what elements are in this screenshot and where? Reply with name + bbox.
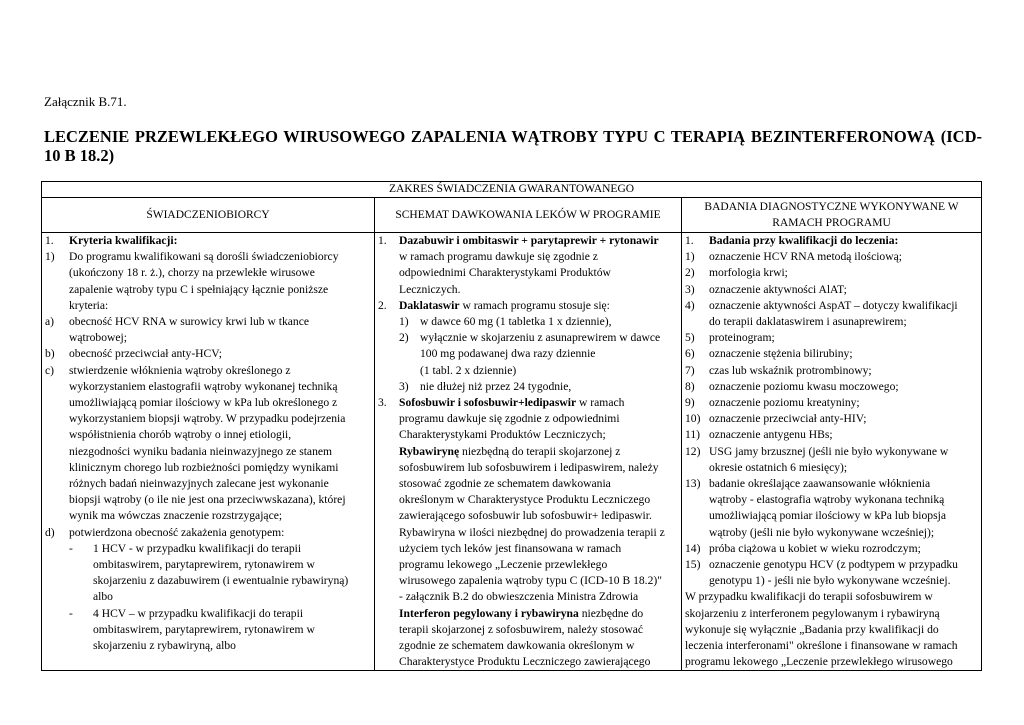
item-text: współistnienia chorób wątroby o innej etiologii, (69, 428, 292, 442)
item-number (685, 314, 709, 330)
text-line (685, 460, 978, 476)
item-number (69, 573, 93, 589)
item-text: (ukończony 18 r. ż.), chorzy na przewlekłe wirusowe (69, 266, 315, 280)
item-number: b) (45, 347, 55, 361)
text-line (45, 298, 371, 314)
item-number (69, 557, 93, 573)
item-text: w ramach programu dawkuje się zgodnie z (399, 250, 598, 264)
item-text: zgodnie ze schematem dawkowania określonym w (399, 639, 635, 653)
item-number: 3) (399, 379, 409, 393)
item-text: wykorzystaniem biopsji wątroby. W przypadku podejrzenia (69, 412, 346, 426)
item-text: wątroby (jeśli nie było wykonywane wcześniej); (709, 525, 935, 539)
item-number (45, 282, 69, 298)
text-line (378, 508, 678, 524)
item-text: użyciem tych leków jest finansowana w ramach (399, 541, 622, 555)
item-text: skojarzeniu z dazabuwirem (i ewentualnie rybawiryną) (93, 574, 349, 588)
item-number (685, 573, 709, 589)
item-number (45, 265, 69, 281)
annex-label: Załącznik B.71. (44, 94, 127, 109)
text-line (685, 233, 978, 249)
item-text: terapii skojarzonej z sofosbuwirem, należy stosować (399, 622, 644, 636)
text-line (45, 330, 371, 346)
item-text: 1 HCV - w przypadku kwalifikacji do terapii (93, 541, 302, 555)
item-number (378, 573, 399, 589)
item-number: a) (45, 315, 55, 329)
text-line (378, 492, 678, 508)
item-text: 100 mg podawanej dwa razy dziennie (420, 347, 596, 361)
text-line (685, 606, 978, 622)
item-text: umożliwiającą pomiar ilościowy w kPa lub określonego z (69, 396, 338, 410)
item-text: umożliwiającą pomiar ilościowy w kPa lub biopsja (709, 509, 946, 523)
text-line (45, 265, 371, 281)
item-text: - załącznik B.2 do obwieszczenia Ministra Zdrowia (399, 590, 639, 604)
col2-header: SCHEMAT DAWKOWANIA LEKÓW W PROGRAMIE (375, 198, 682, 233)
item-text: ombitaswirem, parytaprewirem, rytonawirem w (93, 622, 315, 636)
text-line (45, 444, 371, 460)
item-text: wynik ma wówczas znaczenie rozstrzygające; (69, 509, 283, 523)
item-number (69, 589, 93, 605)
item-number: 6) (685, 347, 695, 361)
item-number (69, 638, 93, 654)
item-text: 4 HCV – w przypadku kwalifikacji do terapii (93, 606, 304, 620)
item-number: 4) (685, 298, 695, 312)
item-text: morfologia krwi; (709, 266, 788, 280)
item-text: USG jamy brzusznej (jeśli nie było wykonywane w (709, 444, 949, 458)
item-text: Badania przy kwalifikacji do leczenia: (709, 234, 899, 247)
item-number (45, 298, 69, 314)
item-number: 1. (45, 234, 54, 247)
item-number: 2. (378, 298, 387, 312)
text-line (45, 606, 371, 622)
text-line (45, 525, 371, 541)
item-number: 2) (399, 331, 409, 345)
item-number (378, 508, 399, 524)
text-line (685, 330, 978, 346)
item-text: próba ciążowa u kobiet w wieku rozrodczym; (709, 541, 921, 555)
item-number (378, 654, 399, 670)
item-text: obecność przeciwciał anty-HCV; (69, 347, 223, 361)
item-number (45, 411, 69, 427)
text-line (378, 314, 678, 330)
text-line (685, 363, 978, 379)
item-text: skojarzeniu z rybawiryną, albo (93, 639, 236, 653)
item-text: w dawce 60 mg (1 tabletka 1 x dziennie), (420, 315, 612, 329)
text-line (378, 298, 678, 314)
item-number (378, 622, 399, 638)
text-line (378, 573, 678, 589)
text-line (45, 573, 371, 589)
item-number: 1) (399, 315, 409, 329)
item-text: stosować zgodnie ze schematem dawkowania (399, 477, 611, 491)
document-title: LECZENIE PRZEWLEKŁEGO WIRUSOWEGO ZAPALENIA WĄTROBY TYPU C TERAPIĄ BEZINTERFERONOWĄ (ICD-10 B 18.2) (44, 127, 982, 165)
text-line (378, 654, 678, 670)
text-line (685, 508, 978, 524)
item-number (685, 492, 709, 508)
text-line (685, 314, 978, 330)
item-number: 10) (685, 412, 701, 426)
item-text: różnych badań nieinwazyjnych zalecane jest wykonanie (69, 477, 329, 491)
text-line (378, 460, 678, 476)
item-text: Kryteria kwalifikacji: (69, 234, 178, 247)
text-line (45, 282, 371, 298)
text-line (45, 427, 371, 443)
item-text: czas lub wskaźnik protrombinowy; (709, 363, 872, 377)
item-text: niezgodności wyniku badania nieinwazyjnego ze stanem (69, 444, 333, 458)
program-table (41, 181, 982, 671)
text-line (45, 249, 371, 265)
text-line (45, 492, 371, 508)
text-line (685, 654, 978, 670)
item-text: zapalenie wątroby typu C i spełniający łącznie poniższe (69, 282, 329, 296)
text-line (378, 346, 678, 362)
item-text: oznaczenie przeciwciał anty-HIV; (709, 412, 867, 426)
item-number (378, 265, 399, 281)
text-line (378, 541, 678, 557)
text-line (378, 395, 678, 411)
item-text: Charakterystyce Produktu Leczniczego zawierającego (399, 655, 651, 669)
item-text: Dazabuwir i ombitaswir + parytaprewir + rytonawir (399, 234, 659, 247)
item-text: Daklataswir w ramach programu stosuje się: (399, 298, 610, 312)
item-text: programu dawkuje się zgodnie z odpowiednimi (399, 412, 620, 426)
item-number: 9) (685, 396, 695, 410)
item-number (45, 444, 69, 460)
text-line (378, 363, 678, 379)
item-text: ombitaswirem, parytaprewirem, rytonawirem w (93, 558, 315, 572)
text-line (378, 233, 678, 249)
item-number (45, 395, 69, 411)
item-number: 5) (685, 331, 695, 345)
text-line (685, 379, 978, 395)
item-text: oznaczenie aktywności AspAT – dotyczy kwalifikacji (709, 298, 958, 312)
text-line (685, 589, 978, 605)
item-text: obecność HCV RNA w surowicy krwi lub w tkance (69, 315, 309, 329)
item-number: - (69, 541, 73, 555)
text-line (685, 282, 978, 298)
item-text: leczenia interferonami" określone i finansowane w ramach (685, 639, 958, 653)
text-line (378, 282, 678, 298)
text-line (45, 395, 371, 411)
item-number (378, 460, 399, 476)
text-line (45, 460, 371, 476)
item-text: biopsji wątroby (o ile nie jest ona przeciwwskazana), której (69, 493, 346, 507)
item-text: Rybawiryna w ilości niezbędnej do prowadzenia terapii z (399, 525, 665, 539)
item-number (378, 638, 399, 654)
text-line (378, 557, 678, 573)
item-text: Rybawirynę niezbędną do terapii skojarzonej z (399, 444, 621, 458)
text-line (685, 541, 978, 557)
item-text: oznaczenie antygenu HBs; (709, 428, 833, 442)
item-text: Sofosbuwir i sofosbuwir+ledipaswir w ramach (399, 396, 625, 410)
item-text: skojarzeniu z interferonem pegylowanym i rybawiryną (685, 606, 940, 620)
item-text: wykonuje się wyłącznie „Badania przy kwalifikacji do (685, 622, 939, 636)
item-text: proteinogram; (709, 331, 775, 345)
item-number (45, 508, 69, 524)
text-line (685, 346, 978, 362)
text-line (45, 541, 371, 557)
item-number: 14) (685, 541, 701, 555)
text-line (685, 411, 978, 427)
text-line (685, 265, 978, 281)
item-text: sofosbuwirem lub sofosbuwirem i ledipaswirem, należy (399, 460, 659, 474)
item-number (378, 282, 399, 298)
item-number (685, 525, 709, 541)
col1-header: ŚWIADCZENIOBIORCY (42, 198, 375, 233)
text-line (685, 395, 978, 411)
item-text: W przypadku kwalifikacji do terapii sofosbuwirem w (685, 590, 933, 604)
item-text: genotypu 1) - jeśli nie było wykonywane wcześniej. (709, 574, 951, 588)
item-text: oznaczenie poziomu kreatyniny; (709, 396, 860, 410)
item-text: (1 tabl. 2 x dziennie) (420, 363, 517, 377)
text-line (378, 411, 678, 427)
text-line (45, 622, 371, 638)
text-line (378, 379, 678, 395)
text-line (45, 638, 371, 654)
beneficiaries-cell (42, 233, 375, 671)
item-text: nie dłużej niż przez 24 tygodnie, (420, 379, 572, 393)
item-number (378, 444, 399, 460)
item-text: kryteria: (69, 298, 109, 312)
item-text: Interferon pegylowany i rybawiryna niezbędne do (399, 606, 644, 620)
text-line (378, 476, 678, 492)
text-line (45, 476, 371, 492)
item-text: oznaczenie HCV RNA metodą ilościową; (709, 250, 902, 264)
text-line (685, 444, 978, 460)
text-line (685, 492, 978, 508)
text-line (45, 589, 371, 605)
item-number: 15) (685, 558, 701, 572)
item-number (378, 606, 399, 622)
text-line (45, 314, 371, 330)
text-line (378, 638, 678, 654)
item-number (378, 541, 399, 557)
item-number (399, 363, 420, 379)
text-line (685, 622, 978, 638)
text-line (685, 573, 978, 589)
text-line (378, 427, 678, 443)
text-line (45, 379, 371, 395)
text-line (685, 427, 978, 443)
text-line (45, 411, 371, 427)
item-text: do terapii daklataswirem i asunaprewirem; (709, 315, 907, 329)
item-text: programu lekowego „Leczenie przewlekłego (399, 558, 608, 572)
item-text: wyłącznie w skojarzeniu z asunaprewirem w dawce (420, 331, 661, 345)
col3-header: BADANIA DIAGNOSTYCZNE WYKONYWANE W RAMACH PROGRAMU (682, 198, 982, 233)
item-text: Charakterystykami Produktów Leczniczych; (399, 428, 606, 442)
text-line (378, 265, 678, 281)
item-number: c) (45, 363, 55, 377)
item-text: Leczniczych. (399, 282, 461, 296)
text-line (685, 476, 978, 492)
item-text: wątrobowej; (69, 331, 127, 345)
text-line (45, 363, 371, 379)
item-text: oznaczenie genotypu HCV (z podtypem w przypadku (709, 558, 958, 572)
item-text: klinicznym chorego lub rozbieżności pomiędzy wynikami (69, 460, 339, 474)
item-number: - (69, 606, 73, 620)
text-line (685, 298, 978, 314)
item-number: 11) (685, 428, 701, 442)
item-number (378, 249, 399, 265)
item-number (45, 492, 69, 508)
item-text: okresie ostatnich 6 miesięcy); (709, 460, 848, 474)
item-number (378, 589, 399, 605)
item-number: d) (45, 525, 55, 539)
item-number: 7) (685, 363, 695, 377)
item-number (378, 427, 399, 443)
text-line (45, 233, 371, 249)
item-text: programu lekowego „Leczenie przewlekłego wirusowego (685, 655, 953, 669)
text-line (378, 525, 678, 541)
item-number (378, 476, 399, 492)
text-line (685, 638, 978, 654)
text-line (685, 525, 978, 541)
item-number (378, 411, 399, 427)
item-text: oznaczenie stężenia bilirubiny; (709, 347, 853, 361)
item-text: odpowiednimi Charakterystykami Produktów (399, 266, 611, 280)
item-text: stwierdzenie włóknienia wątroby określonego z (69, 363, 291, 377)
item-number: 2) (685, 266, 695, 280)
item-text: określonym w Charakterystyce Produktu Leczniczego (399, 493, 651, 507)
item-text: zawierającego sofosbuwir lub sofosbuwir+ ledipaswir. (399, 509, 652, 523)
text-line (378, 622, 678, 638)
item-text: potwierdzona obecność zakażenia genotypem: (69, 525, 285, 539)
diagnostics-cell (682, 233, 982, 671)
item-number: 1) (45, 250, 55, 264)
item-text: Do programu kwalifikowani są dorośli świadczeniobiorcy (69, 250, 339, 264)
item-number (685, 508, 709, 524)
item-number: 1. (685, 234, 694, 247)
item-number: 3) (685, 282, 695, 296)
item-number (685, 460, 709, 476)
item-text: wirusowego zapalenia wątroby typu C (ICD-10 B 18.2)" (399, 574, 662, 588)
item-number (45, 330, 69, 346)
text-line (378, 589, 678, 605)
item-number (378, 525, 399, 541)
item-number (45, 379, 69, 395)
item-number: 1. (378, 234, 387, 247)
item-number: 13) (685, 477, 701, 491)
item-text: badanie określające zaawansowanie włóknienia (709, 477, 931, 491)
item-number: 8) (685, 379, 695, 393)
item-text: albo (93, 590, 113, 604)
text-line (45, 346, 371, 362)
text-line (685, 249, 978, 265)
item-number (378, 557, 399, 573)
text-line (45, 508, 371, 524)
item-number (378, 492, 399, 508)
scope-header: ZAKRES ŚWIADCZENIA GWARANTOWANEGO (42, 182, 982, 198)
item-number (45, 427, 69, 443)
item-text: oznaczenie poziomu kwasu moczowego; (709, 379, 899, 393)
item-number: 3. (378, 396, 387, 410)
item-number: 12) (685, 444, 701, 458)
text-line (378, 444, 678, 460)
item-text: oznaczenie aktywności AlAT; (709, 282, 847, 296)
item-number (69, 622, 93, 638)
item-number (45, 476, 69, 492)
item-number: 1) (685, 250, 695, 264)
text-line (685, 557, 978, 573)
item-number (399, 346, 420, 362)
text-line (378, 606, 678, 622)
item-text: wykorzystaniem elastografii wątroby wykonanej techniką (69, 379, 338, 393)
dosage-cell (375, 233, 682, 671)
text-line (378, 249, 678, 265)
item-text: wątroby - elastografia wątroby wykonana techniką (709, 493, 945, 507)
text-line (45, 557, 371, 573)
item-number (45, 460, 69, 476)
text-line (378, 330, 678, 346)
